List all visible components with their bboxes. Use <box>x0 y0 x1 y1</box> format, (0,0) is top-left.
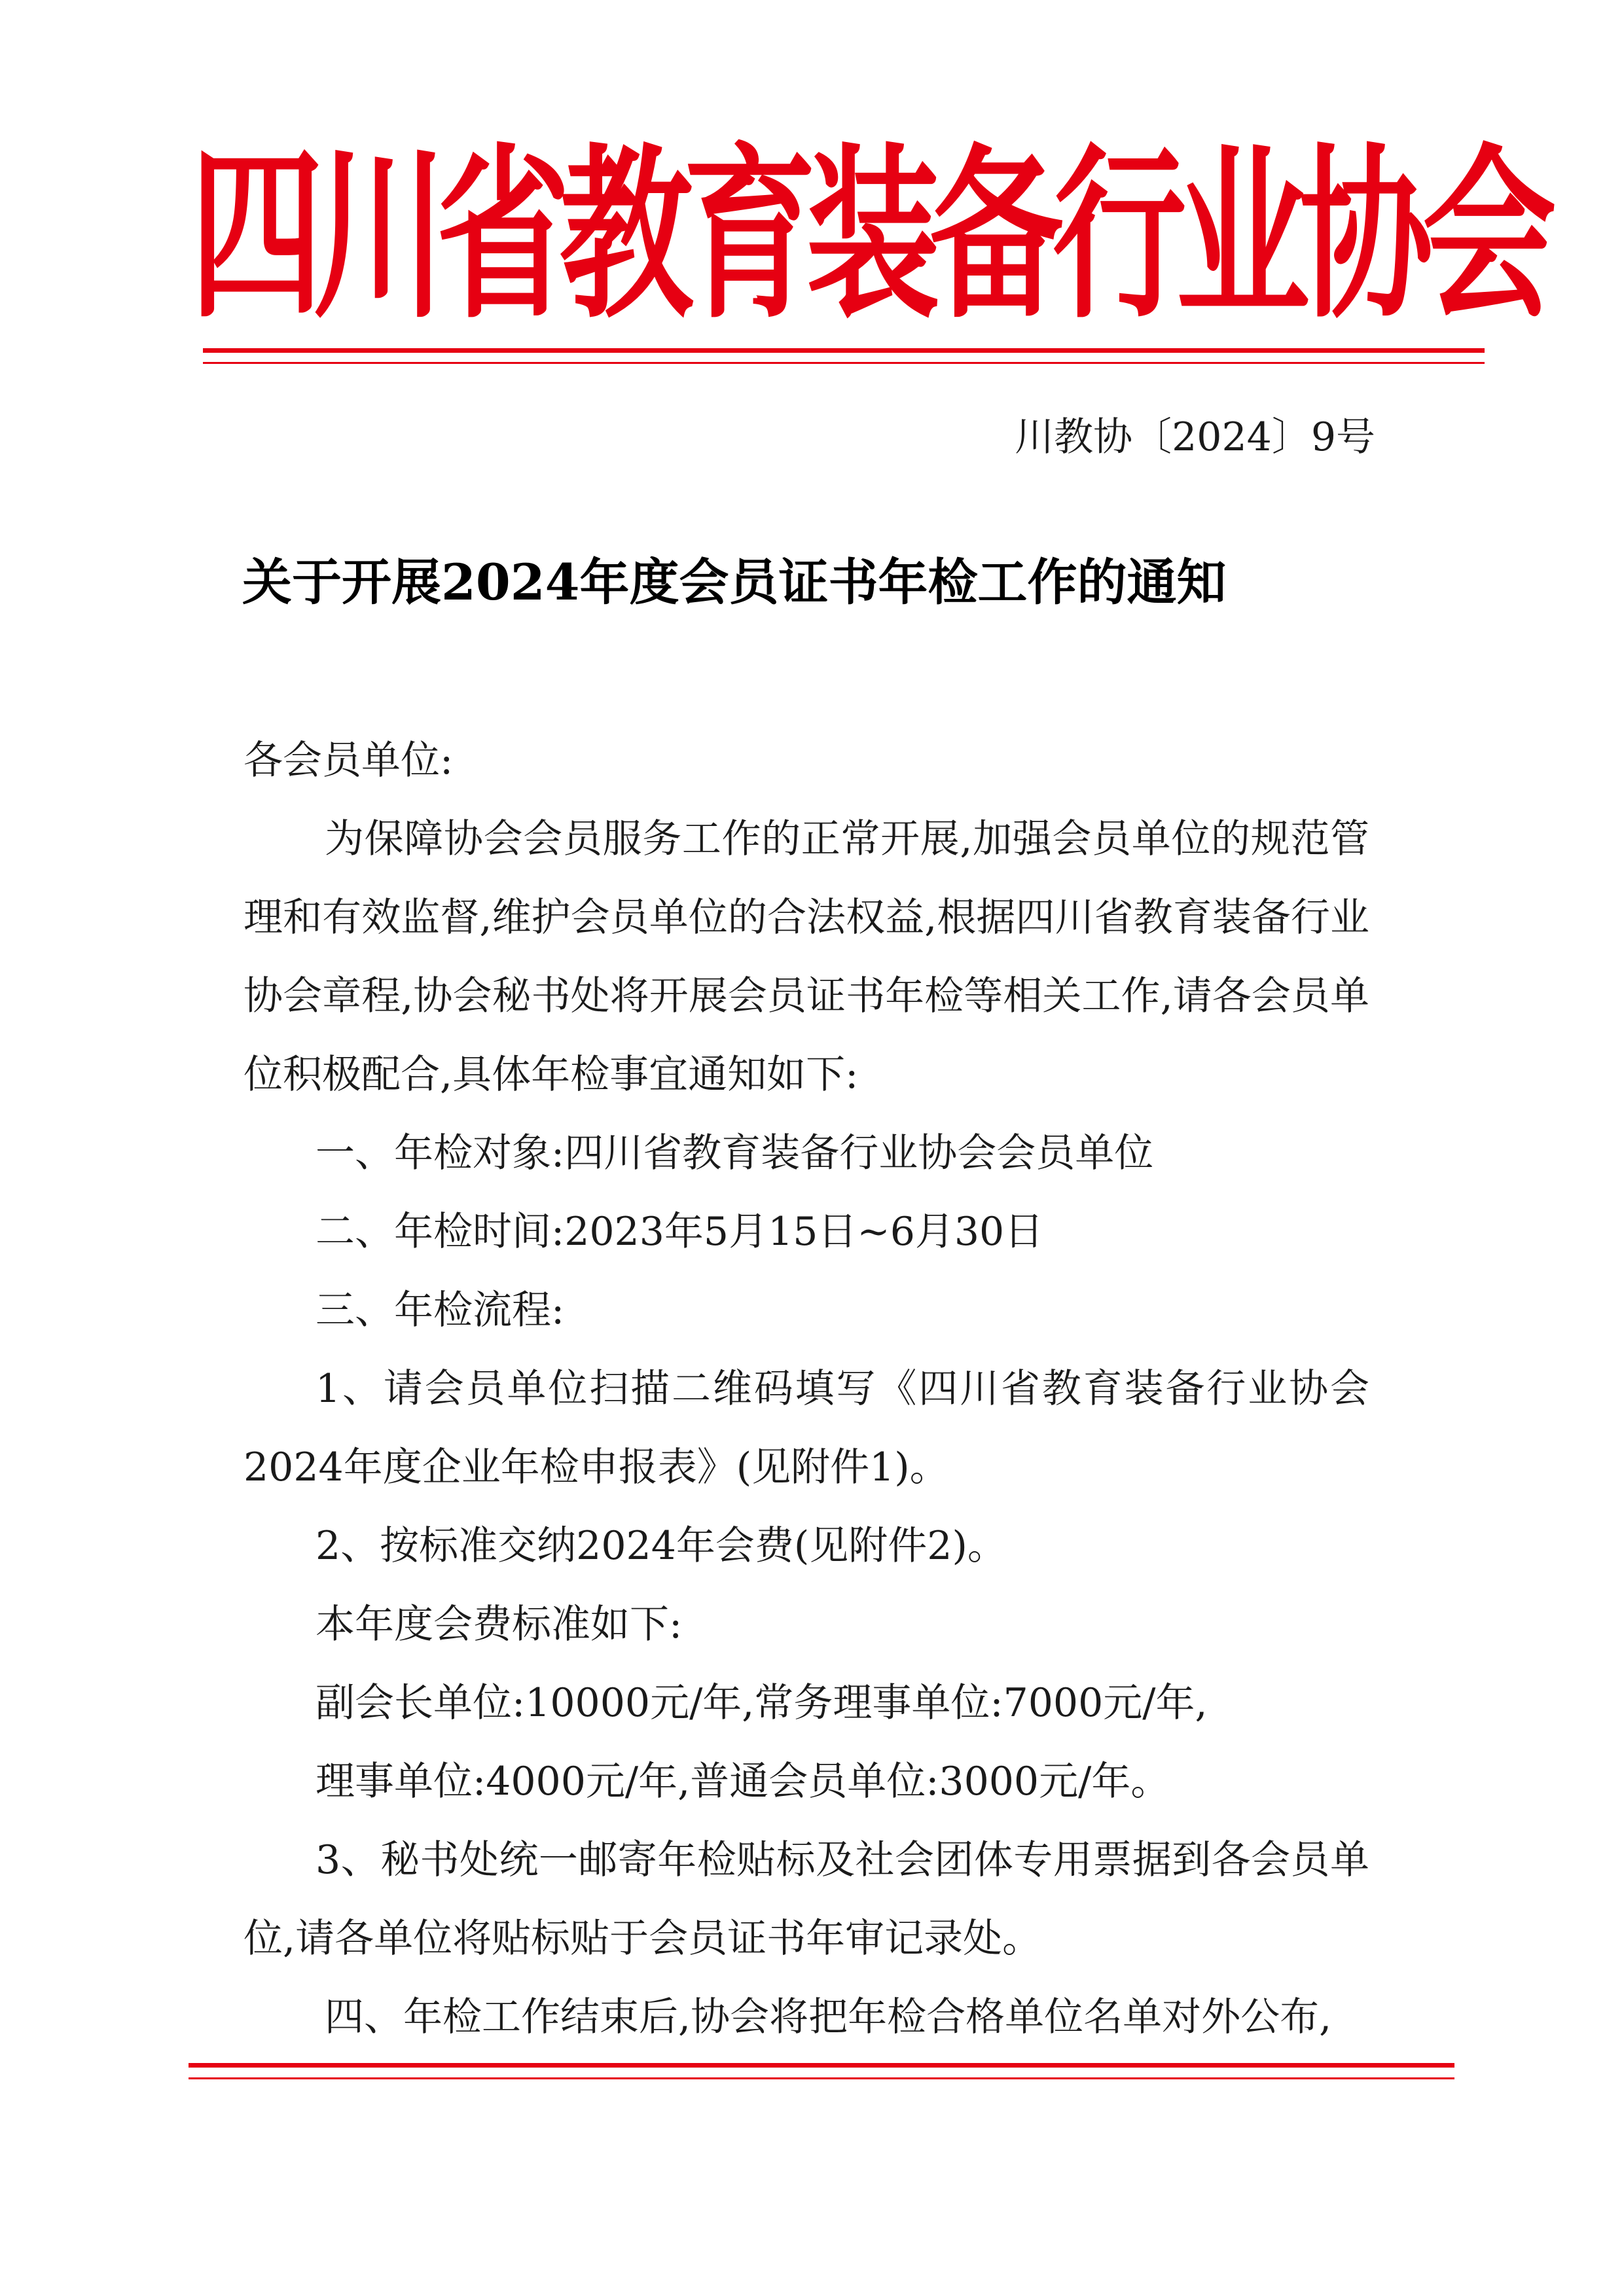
process-step-1: 1、请会员单位扫描二维码填写《四川省教育装备行业协会2024年度企业年检申报表》(见附件1)。 <box>244 1366 1369 1490</box>
intro-paragraph: 为保障协会会员服务工作的正常开展,加强会员单位的规范管理和有效监督,维护会员单位的合法权益,根据四川省教育装备行业协会章程,协会秘书处将开展会员证书年检等相关工作,请各会员单位积极配合,具体年检事宜通知如下: <box>244 816 1369 1098</box>
letterhead-org-name: 四川省教育装备行业协会 <box>190 128 1546 344</box>
document-title: 关于开展2024年度会员证书年检工作的通知 <box>242 553 1227 611</box>
document-number: 川教协〔2024〕9号 <box>1015 414 1375 460</box>
section-1-scope: 一、年检对象:四川省教育装备行业协会会员单位 <box>316 1130 1154 1176</box>
process-step-3: 3、秘书处统一邮寄年检贴标及社会团体专用票据到各会员单位,请各单位将贴标贴于会员证书年审记录处。 <box>244 1837 1369 1962</box>
letterhead-divider-thin <box>203 362 1485 364</box>
section-4-publication: 四、年检工作结束后,协会将把年检合格单位名单对外公布, <box>325 1994 1332 2040</box>
footer-divider-thin <box>189 2077 1454 2079</box>
fee-standard-line-2: 理事单位:4000元/年,普通会员单位:3000元/年。 <box>316 1759 1170 1804</box>
section-2-time: 二、年检时间:2023年5月15日~6月30日 <box>316 1209 1044 1255</box>
section-3-process: 三、年检流程: <box>316 1287 565 1333</box>
letterhead-divider-thick <box>203 348 1485 353</box>
fee-standard-line-1: 副会长单位:10000元/年,常务理事单位:7000元/年, <box>316 1680 1208 1726</box>
salutation: 各会员单位: <box>244 738 454 783</box>
footer-divider-thick <box>189 2063 1454 2068</box>
document-body <box>244 721 1369 2056</box>
fee-standard-heading: 本年度会费标准如下: <box>316 1602 683 1647</box>
process-step-2: 2、按标准交纳2024年会费(见附件2)。 <box>316 1523 1007 1569</box>
